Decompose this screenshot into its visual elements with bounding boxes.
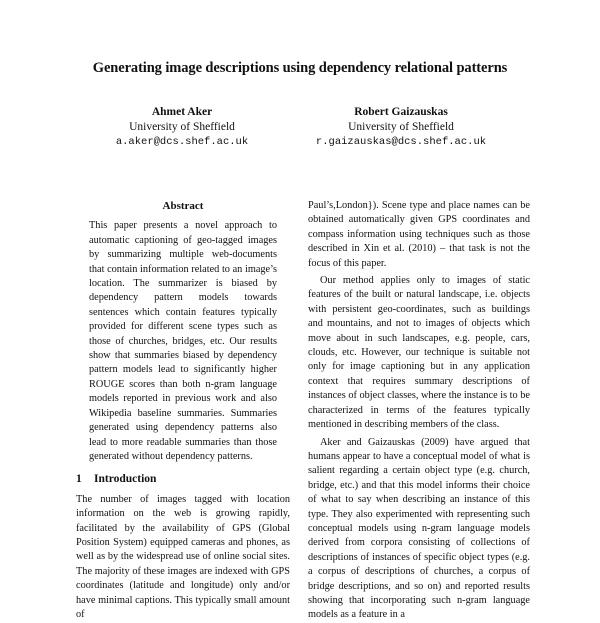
author-email: a.aker@dcs.shef.ac.uk	[115, 136, 249, 148]
section-heading-introduction	[76, 472, 290, 486]
author-email: r.gaizauskas@dcs.shef.ac.uk	[315, 136, 487, 148]
author-block-2	[302, 105, 500, 150]
abstract-text: This paper presents a novel approach to automatic captioning of geo-tagged images by summarizing multiple web-documents that contain information related to an image’s location. The summarizer is biased by dependency pattern models towards sentences which contain features typically provided for different scene types such as those of churches, bridges, etc. Our results show that summaries biased by dependency pattern models lead to significantly higher ROUGE scores than both n-gram language models reported in previous work and also Wikipedia baseline summaries. Summaries generated using dependency patterns also lead to more readable summaries than those generated without dependency patterns.	[89, 220, 277, 462]
introduction-paragraph: The number of images tagged with location information on the web is growing rapidly, facilitated by the availability of GPS (Global Position System) equipped cameras and phones, as well as by the widespread use of online social sites. The majority of these images are indexed with GPS coordinates (latitude and longitude) only and/or have minimal captions. This typically small amount of	[76, 493, 290, 620]
right-column	[308, 199, 530, 623]
author-affiliation: University of Sheffield	[129, 121, 235, 133]
paper-title: Generating image descriptions using dependency relational patterns	[92, 60, 508, 76]
author-block-1	[98, 105, 266, 150]
section-title: Introduction	[94, 473, 157, 486]
author-name: Robert Gaizauskas	[354, 106, 448, 118]
author-affiliation: University of Sheffield	[348, 121, 454, 133]
right-paragraph-3: Aker and Gaizauskas (2009) have argued that humans appear to have a conceptual model of what is salient regarding a certain object type (e.g. church, bridge, etc.) and that this model informs their choice of what to say when describing an instance of this type. They also experimented with representing such conceptual models using n-gram language models derived from corpora consisting of collections of descriptions of instances of specific object types (e.g. a corpus of descriptions of churches, a corpus of bridge descriptions, and so on) and reported results showing that incorporating such n-gram language models as a feature in a	[308, 436, 530, 621]
abstract-heading: Abstract	[162, 200, 204, 212]
left-column	[76, 199, 290, 622]
section-number: 1	[76, 473, 82, 486]
right-paragraph-2: Our method applies only to images of static features of the built or natural landscape, i.e. objects with persistent geo-coordinates, such as buildings and mountains, and not to images of objects which move about in such landscapes, e.g. people, cars, clouds, etc. However, our technique is suitable not only for image captioning but in any application context that requires summary descriptions of instances of object classes, where the instance is to be characterized in terms of the features typically mentioned in describing members of the class.	[308, 275, 530, 431]
right-paragraph-1: Paul’s,London}). Scene type and place names can be obtained automatically given GPS coordinates and compass information using techniques such as those described in Xin et al. (2010) – that task is not the focus of this paper.	[308, 200, 530, 269]
author-name: Ahmet Aker	[151, 106, 213, 118]
